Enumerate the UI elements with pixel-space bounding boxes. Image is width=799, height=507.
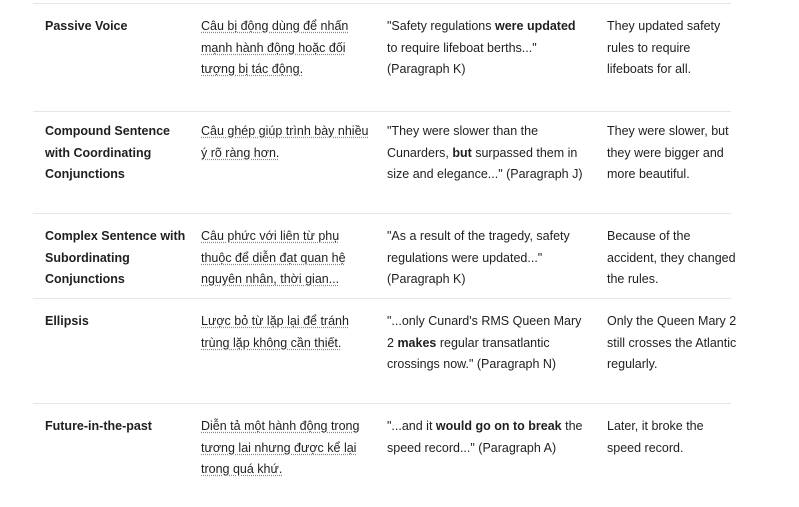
table-row	[33, 3, 731, 112]
example-text: "As a result of the tragedy, safety regulations were updated..." (Paragraph K)	[387, 229, 570, 286]
example-cell	[387, 226, 587, 291]
example-cell	[387, 311, 587, 376]
description-cell: Câu ghép giúp trình bày nhiều ý rõ ràng hơn.	[201, 124, 369, 160]
description-cell: Câu phức với liên từ phụ thuộc để diễn đạt quan hệ nguyên nhân, thời gian...	[201, 229, 346, 286]
term-cell: Complex Sentence with Subordinating Conjunctions	[45, 229, 186, 286]
grammar-table	[33, 0, 737, 504]
example-cell	[387, 416, 587, 459]
table-row	[33, 109, 731, 214]
table-row	[33, 404, 731, 504]
simple-cell: They were slower, but they were bigger and more beautiful.	[607, 124, 729, 181]
term-cell: Compound Sentence with Coordinating Conjunctions	[45, 124, 171, 181]
description-cell: Câu bị động dùng để nhấn mạnh hành động hoặc đối tượng bị tác động.	[201, 19, 349, 76]
example-text: "Safety regulations	[387, 19, 495, 33]
example-text: "They were slower than the Cunarders,	[387, 124, 539, 160]
simple-cell: They updated safety rules to require lifeboats for all.	[607, 19, 721, 76]
simple-cell: Only the Queen Mary 2 still crosses the Atlantic regularly.	[607, 314, 737, 371]
example-text: surpassed them in size and elegance..." (Paragraph J)	[387, 145, 583, 181]
description-cell: Lược bỏ từ lặp lại để tránh trùng lặp không cần thiết.	[201, 314, 349, 350]
description-cell: Diễn tả một hành động trong tương lai nhưng được kể lại trong quá khứ.	[201, 419, 360, 476]
example-cell	[387, 16, 587, 81]
simple-cell: Because of the accident, they changed the rules.	[607, 229, 736, 286]
term-cell: Passive Voice	[45, 19, 128, 33]
term-cell: Ellipsis	[45, 314, 89, 328]
example-text: regular transatlantic crossings now." (Paragraph N)	[387, 335, 557, 371]
example-text: "...and it	[387, 419, 436, 433]
table-row	[33, 299, 737, 404]
table-row	[33, 214, 736, 299]
example-text: to require lifeboat berths..." (Paragraph K)	[387, 40, 537, 76]
term-cell: Future-in-the-past	[45, 419, 152, 433]
example-cell	[387, 121, 587, 186]
example-highlight: were updated	[494, 19, 576, 33]
simple-cell: Later, it broke the speed record.	[607, 419, 704, 455]
example-highlight: makes	[397, 335, 437, 350]
example-highlight: would go on to break	[435, 419, 562, 433]
example-text: "...only Cunard's RMS Queen Mary 2	[387, 314, 582, 350]
example-highlight: but	[452, 145, 472, 160]
example-text: the speed record..." (Paragraph A)	[387, 419, 583, 455]
